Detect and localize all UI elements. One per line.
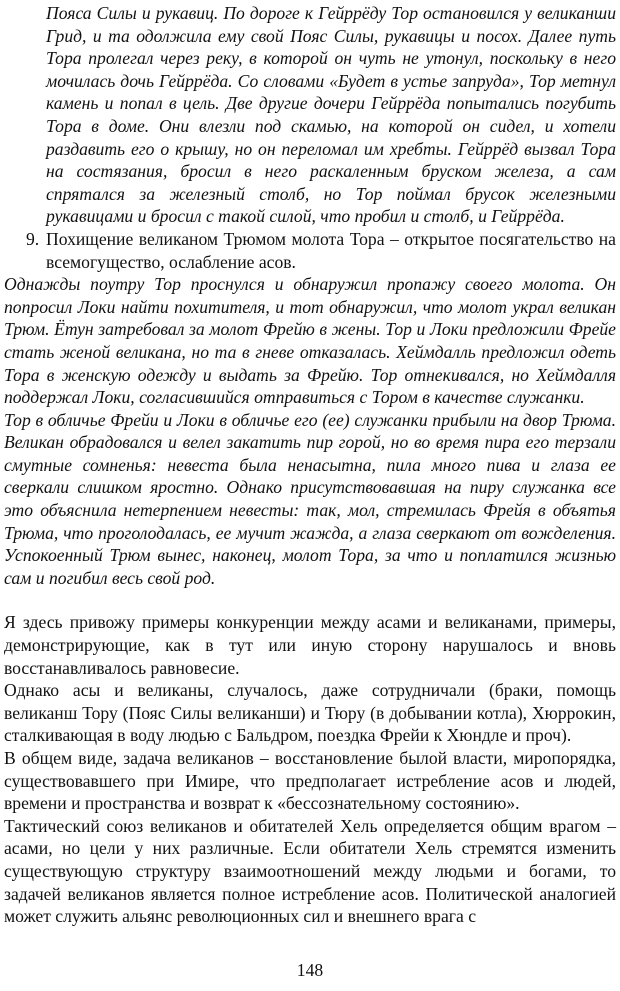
body-paragraph-3: В общем виде, задача великанов – восстановление былой власти, миропорядка, существовавшего при Имире, что предполагает истребление асов и людей, времени и пространства и возврат к «бессознательному состоянию». [4, 748, 616, 814]
body-paragraph-1: Я здесь привожу примеры конкуренции между асами и великанами, примеры, демонстрирующие, как в тут или иную сторону нарушалось и вновь восстанавливалось равновесие. [4, 612, 616, 678]
page-content [4, 2, 616, 928]
page-number: 148 [296, 960, 324, 980]
list-item-text: Похищение великаном Трюмом молота Тора – открытое посягательство на всемогущество, ослабление асов. [46, 228, 616, 272]
paragraph-gap [4, 589, 616, 611]
italic-paragraph-2: Тор в обличье Фрейи и Локи в обличье его (ее) служанки прибыли на двор Трюма. Великан обрадовался и велел закатить пир горой, но во время пира его терзали смутные сомненья: невеста была ненасытна, пила много пива и глаза ее сверкали слишком яростно. Однако присутствовавшая на пиру служанка все это объяснила нетерпением невесты: так, мол, стремилась Фрейя в объятья Трюма, что проголодалась, ее мучит жажда, а глаза сверкают от вожделения. Успокоенный Трюм вынес, наконец, молот Тора, за что и поплатился жизнью сам и погибил весь свой род. [4, 409, 616, 588]
body-paragraph-4: Тактический союз великанов и обитателей Хель определяется общим врагом – асами, но цели у них различные. Если обитатели Хель стремятся изменить существующую структуру взаимоотношений между людьми и богами, то задачей великанов является полное истребление асов. Политической аналогией может служить альянс революционных сил и внешнего врага с [4, 815, 616, 927]
italic-paragraph-1: Однажды поутру Тор проснулся и обнаружил пропажу своего молота. Он попросил Локи найти похитителя, и тот обнаружил, что молот украл великан Трюм. Ётун затребовал за молот Фрейю в жены. Тор и Локи предложили Фрейе стать женой великана, но та в гневе отказалась. Хеймдалль предложил одеть Тора в женскую одежду и выдать за Фрейю. Тор отнекивался, но Хеймдалля поддержал Локи, согласившийся отправиться с Тором в качестве служанки. [4, 274, 616, 408]
list-item-9 [4, 228, 616, 273]
continued-list-item-text: Пояса Силы и рукавиц. По дороге к Гейррёду Тор остановился у великанши Грид, и та одолжила ему свой Пояс Силы, рукавицы и посох. Далее путь Тора пролегал через реку, в которой он чуть не утонул, поскольку в него мочилась дочь Гейррёда. Со словами «Будет в устье запруда», Тор метнул камень и попал в цель. Две другие дочери Гейррёда попытались погубить Тора в доме. Они влезли под скамью, на которой он сидел, и хотели раздавить его о крышу, но он переломал им хребты. Гейррёд вызвал Тора на состязания, бросил в него раскаленным бруском железа, а сам спрятался за железный столб, но Тор поймал брусок железными рукавицами и бросил с такой силой, что пробил и столб, и Гейррёда. [46, 3, 616, 227]
list-number: 9. [26, 228, 40, 249]
body-paragraph-2: Однако асы и великаны, случалось, даже сотрудничали (браки, помощь великанш Тору (Пояс Силы великанши) и Тюру (в добывании котла), Хюррокин, сталкивающая в воду людью с Бальдром, поездка Фрейи к Хюндле и проч). [4, 680, 616, 746]
